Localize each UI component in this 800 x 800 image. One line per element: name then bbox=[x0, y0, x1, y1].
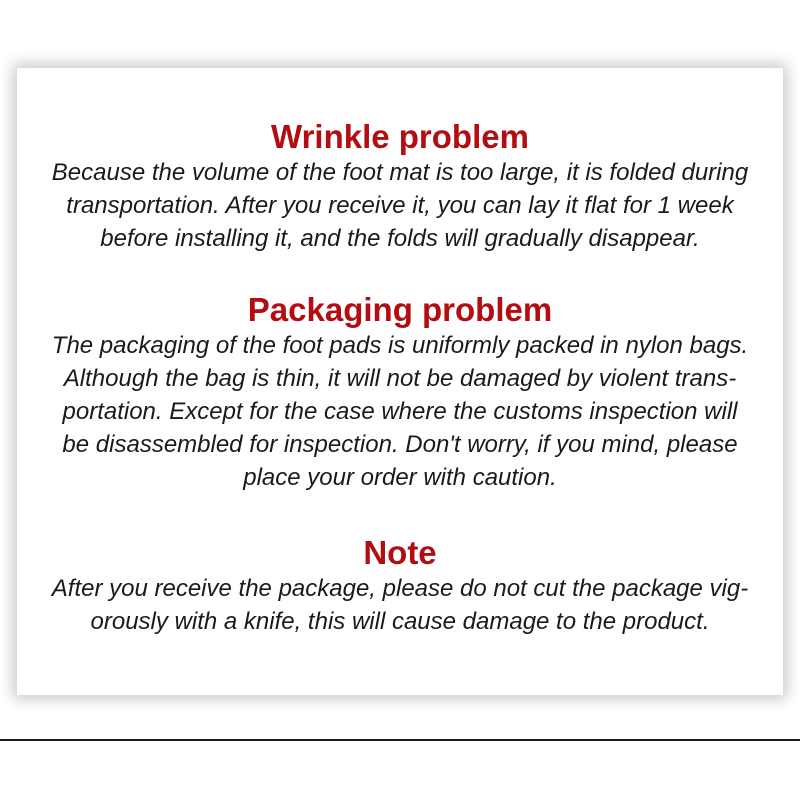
packaging-text-line-1: The packaging of the foot pads is uniformly packed in nylon bags. bbox=[51, 332, 749, 359]
wrinkle-heading: Wrinkle problem bbox=[271, 118, 529, 155]
wrinkle-text-line-3: before installing it, and the folds will gradually disappear. bbox=[100, 225, 700, 252]
wrinkle-text-line-1: Because the volume of the foot mat is too large, it is folded during bbox=[51, 159, 749, 186]
packaging-text-line-3: portation. Except for the case where the customs inspection will bbox=[62, 398, 738, 425]
packaging-text-line-5: place your order with caution. bbox=[243, 464, 557, 491]
note-text-line-2: orously with a knife, this will cause damage to the product. bbox=[90, 608, 710, 635]
wrinkle-section bbox=[17, 118, 783, 255]
wrinkle-text-line-2: transportation. After you receive it, you can lay it flat for 1 week bbox=[66, 192, 734, 219]
packaging-heading: Packaging problem bbox=[247, 291, 553, 328]
bottom-divider bbox=[0, 739, 800, 741]
packaging-text-line-2: Although the bag is thin, it will not be damaged by violent trans- bbox=[63, 365, 737, 392]
note-heading: Note bbox=[363, 534, 437, 571]
note-section bbox=[17, 534, 783, 638]
packaging-text-line-4: be disassembled for inspection. Don't worry, if you mind, please bbox=[62, 431, 738, 458]
note-text-line-1: After you receive the package, please do not cut the package vig- bbox=[51, 575, 749, 602]
notice-card bbox=[17, 68, 783, 695]
packaging-section bbox=[17, 291, 783, 494]
